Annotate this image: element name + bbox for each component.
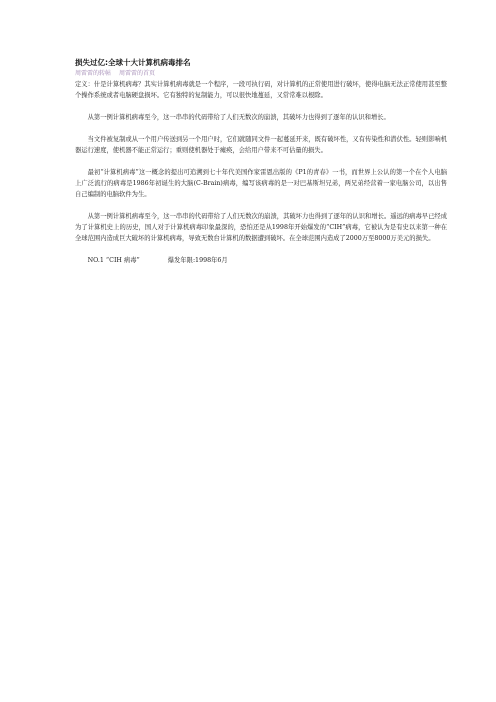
spacer (75, 244, 447, 255)
paragraph-spread: 当文件被复制或从一个用户传送到另一个用户时，它们就随同文件一起蔓延开来，既有破坏性，又有传染性和潜伏性。轻则影响机器运行速度，使机器不能正常运行；重则使机器处于瘫痪，会给用户带来不可估量的损失。 (75, 136, 447, 154)
ranking-item-date: 爆发年限:1998年6月 (167, 257, 228, 264)
spacer (75, 156, 447, 167)
paragraph-definition: 定义：什是计算机病毒？其实计算机病毒就是一个程序，一段可执行码，对计算机的正常使用进行破坏，使得电脑无法正常使用甚至整个操作系统或者电脑硬盘损坏。它有独特的复制能力，可以很快地蔓延，又常常难以根除。 (75, 81, 447, 99)
spacer (75, 200, 447, 211)
paragraph-origin: 最初“计算机病毒”这一概念的提出可追溯到七十年代美国作家雷恩出版的《P1的青春》一书，而世界上公认的第一个在个人电脑上广泛流行的病毒是1986年初诞生的大脑(C-Brain)病毒，编写该病毒的是一对巴基斯坦兄弟，两兄弟经营着一家电脑公司，以出售自己编制的电脑软件为生。 (75, 169, 447, 198)
author-links (75, 69, 447, 78)
spacer (75, 101, 447, 112)
spacer (75, 123, 447, 134)
homepage-link[interactable]: 周雷雷的首页 (118, 70, 155, 77)
paragraph-cih: 从第一例计算机病毒至今，这一串串的代码带给了人们无数次的崩溃，其破坏力也得到了逐年的认识和增长。遥远的病毒早已经成为了计算机史上的历史，国人对于计算机病毒印象最深的，恐怕还是从1998年开始爆发的“CIH”病毒，它被认为是有史以来第一种在全球范围内造成巨大破坏的计算机病毒，导致无数台计算机的数据遭到破坏。在全球范围内造成了2000万至8000万美元的损失。 (75, 213, 447, 242)
ranking-entry-1 (75, 255, 447, 266)
paragraph-history-intro: 从第一例计算机病毒至今，这一串串的代码带给了人们无数次的崩溃，其破坏力也得到了逐年的认识和增长。 (87, 114, 390, 121)
repost-link[interactable]: 周雷雷的转帖 (75, 70, 112, 77)
article-title: 损失过亿:全球十大计算机病毒排名 (75, 58, 191, 67)
document-page (75, 58, 447, 266)
ranking-item-name: NO.1 “CIH 病毒” (87, 257, 140, 264)
